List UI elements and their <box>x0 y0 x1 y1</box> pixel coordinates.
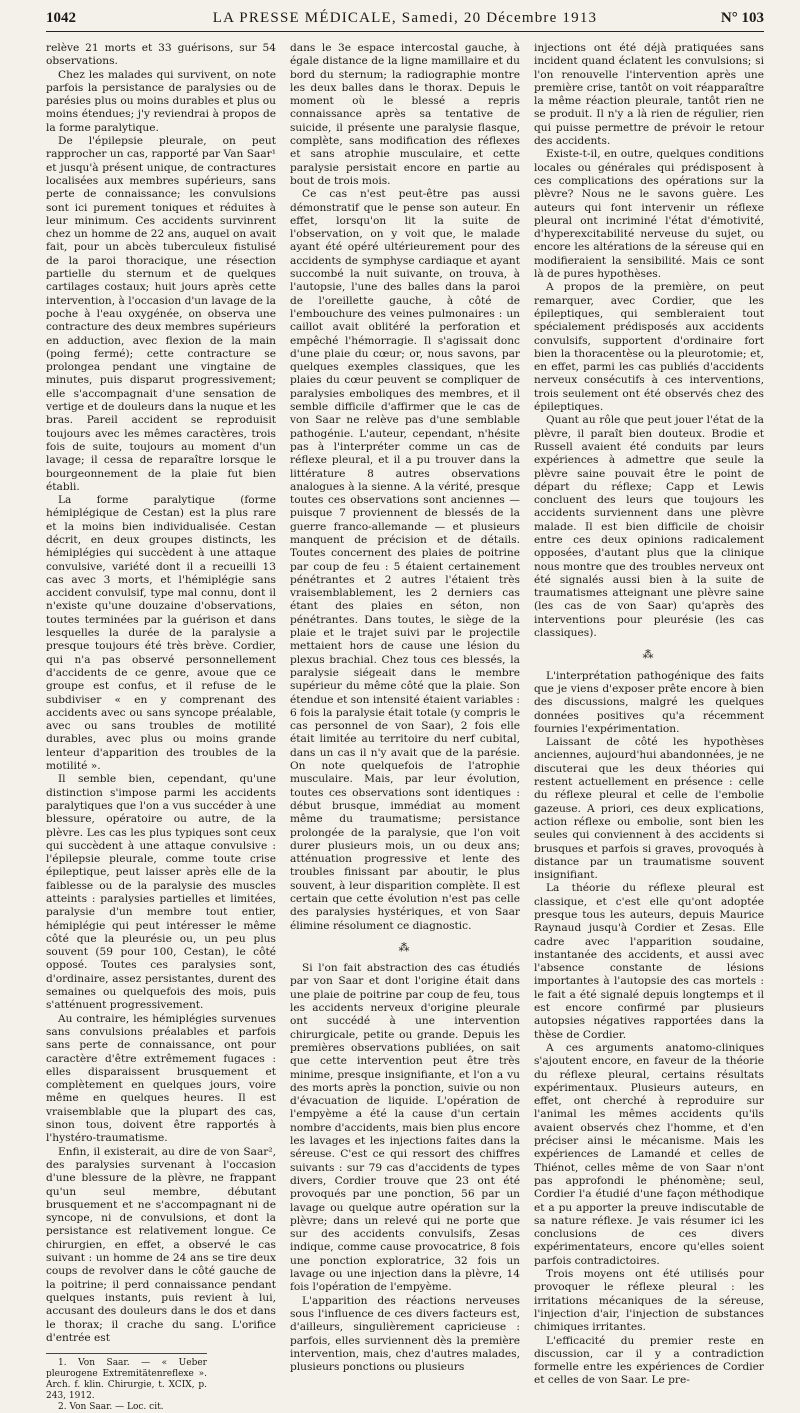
article-columns <box>46 42 764 1413</box>
paragraph: L'apparition des réactions nerveuses sous l'influence de ces divers facteurs est, d'ailleurs, singulièrement capricieuse : parfois, elles surviennent dès la première intervention, mais, chez d'autres malades, plusieurs ponctions ou plusieurs <box>290 1294 520 1374</box>
paragraph: L'efficacité du premier reste en discussion, car il y a contradiction formelle entre les expériences de Cordier et celles de von Saar. Le pre- <box>534 1334 764 1387</box>
section-separator: ⁂ <box>398 940 412 954</box>
paragraph: Laissant de côté les hypothèses anciennes, aujourd'hui abandonnées, je ne discuterai que les deux théories qui restent actuellement en présence : celle du réflexe pleural et celle de l'embolie gazeuse. A priori, ces deux explications, action réflexe ou embolie, sont bien les seules qui conviennent à des accidents si brusques et parfois si graves, provoqués à distance par un traumatisme souvent insignifiant. <box>534 736 764 882</box>
paragraph: La forme paralytique (forme hémiplégique de Cestan) est la plus rare et la moins bien individualisée. Cestan décrit, en deux groupes distincts, les hémiplégies qui succèdent à une attaque convulsive, variété dont il a recueilli 13 cas avec 3 morts, et l'hémiplégie sans accident convulsif, type mal connu, dont il n'existe qu'une douzaine d'observations, toutes terminées par la guérison et dans lesquelles la durée de la paralysie a presque toujours été très brève. Cordier, qui n'a pas observé personnellement d'accidents de ce genre, avoue que ce groupe est confus, et il refuse de le subdiviser « en y comprenant des accidents avec ou sans syncope préalable, avec ou sans troubles de motilité durables, avec plus ou moins grande lenteur d'apparition des troubles de la motilité ». <box>46 494 276 773</box>
paragraph: injections ont été déjà pratiquées sans incident quand éclatent les convulsions; si l'on renouvelle l'intervention après une première crise, tantôt on voit réapparaître la même réaction pleurale, tantôt rien ne se produit. Il n'y a là rien de régulier, rien qui puisse permettre de prévoir le retour des accidents. <box>534 42 764 148</box>
paragraph: dans le 3e espace intercostal gauche, à égale distance de la ligne mamillaire et du bord du sternum; la radiographie montre les deux balles dans le thorax. Depuis le moment où le blessé a repris connaissance après sa tentative de suicide, il présente une paralysie flasque, complète, sans modification des réflexes et sans atrophie musculaire, et cette paralysie persistait encore en partie au bout de trois mois. <box>290 42 520 187</box>
paragraph: L'interprétation pathogénique des faits que je viens d'exposer prête encore à bien des discussions, malgré les quelques données positives qu'a récemment fournies l'expérimentation. <box>534 669 764 735</box>
paragraph: Chez les malades qui survivent, on note parfois la persistance de paralysies ou de parésies plus ou moins durables et plus ou moins étendues; j'y reviendrai à propos de la forme paralytique. <box>46 68 276 134</box>
page-number: 1042 <box>46 10 76 26</box>
column-3 <box>534 42 764 1387</box>
paragraph: Enfin, il existerait, au dire de von Saar², des paralysies survenant à l'occasion d'une blessure de la plèvre, ne frappant qu'un seul membre, débutant brusquement et ne s'accompagnant ni de syncope, ni de convulsions, et dont la persistance est relativement longue. Ce chirurgien, en effet, a observé le cas suivant : un homme de 24 ans se tire deux coups de revolver dans le côté gauche de la poitrine; il perd connaissance pendant quelques instants, puis revient à lui, accusant des douleurs dans le dos et dans le thorax; il crache du sang. L'orifice d'entrée est <box>46 1145 276 1344</box>
column-2 <box>290 42 521 1374</box>
paragraph: A ces arguments anatomo-cliniques s'ajoutent encore, en faveur de la théorie du réflexe pleural, certains résultats expérimentaux. Plusieurs auteurs, en effet, ont cherché à reproduire sur l'animal les mêmes accidents qu'ils avaient observés chez l'homme, et d'en préciser ainsi le mécanisme. Mais les expériences de Lamandé et celles de Thiénot, celles même de von Saar n'ont pas approfondi le phénomène; seul, Cordier l'a étudié d'une façon méthodique et a pu apporter la preuve indiscutable de sa nature réflexe. Je vais résumer ici les conclusions de ces divers expérimentateurs, encore qu'elles soient parfois contradictoires. <box>534 1041 764 1267</box>
paragraph: De l'épilepsie pleurale, on peut rapprocher un cas, rapporté par Van Saar¹ et jusqu'à présent unique, de contractures localisées aux membres supérieurs, sans perte de connaissance; les convulsions sont ici purement toniques et réduites à leur minimum. Ces accidents survinrent chez un homme de 22 ans, auquel on avait fait, pour un abcès tuberculeux fistulisé de la paroi thoracique, une résection partielle du sternum et de quelques cartilages costaux; huit jours après cette intervention, à l'occasion d'un lavage de la poche à l'eau oxygénée, on observa une contracture des deux membres supérieurs en adduction, avec flexion de la main (poing fermé); cette contracture se prolongea pendant une vingtaine de minutes, puis disparut progressivement; elle s'accompagnait d'une sensation de vertige et de douleurs dans la nuque et les bras. Pareil accident se reproduisit toujours avec les mêmes caractères, trois fois de suite, toujours au moment d'un lavage; il cessa de reparaître lorsque le bourgeonnement de la plaie fut bien établi. <box>46 135 276 493</box>
paragraph: Au contraire, les hémiplégies survenues sans convulsions préalables et parfois sans perte de connaissance, ont pour caractère d'être extrêmement fugaces : elles disparaissent brusquement et complètement en quelques jours, voire même en quelques heures. Il est vraisemblable que la plupart des cas, sinon tous, doivent être rapportés à l'hystéro-traumatisme. <box>46 1012 276 1145</box>
column-1 <box>46 42 276 1413</box>
page-header <box>46 10 764 32</box>
paragraph: relève 21 morts et 33 guérisons, sur 54 observations. <box>46 42 276 68</box>
paragraph: Existe-t-il, en outre, quelques conditions locales ou générales qui prédisposent à ces complications des opérations sur la plèvre? Nous ne le savons guère. Les auteurs qui font intervenir un réflexe pleural ont incriminé l'état d'émotivité, d'hyperexcitabilité nerveuse du sujet, ou encore les altérations de la séreuse qui en modifieraient la sensibilité. Mais ce sont là de pures hypothèses. <box>534 148 764 281</box>
paragraph: La théorie du réflexe pleural est classique, et c'est elle qu'ont adoptée presque tous les auteurs, depuis Maurice Raynaud jusqu'à Cordier et Zesas. Elle cadre avec l'apparition soudaine, instantanée des accidents, et aussi avec l'absence constante de lésions importantes à l'autopsie des cas mortels : le fait a été signalé depuis longtemps et il est encore confirmé par plusieurs autopsies négatives rapportées dans la thèse de Cordier. <box>534 882 764 1041</box>
paragraph: Trois moyens ont été utilisés pour provoquer le réflexe pleural : les irritations mécaniques de la séreuse, l'injection d'air, l'injection de substances chimiques irritantes. <box>534 1268 764 1334</box>
issue-number: N° 103 <box>720 10 764 26</box>
paragraph: Si l'on fait abstraction des cas étudiés par von Saar et dont l'origine était dans une plaie de poitrine par coup de feu, tous les accidents nerveux d'origine pleurale ont succédé à une intervention chirurgicale, petite ou grande. Depuis les premières observations publiées, on sait que cette intervention peut être très minime, presque insignifiante, et l'on a vu des morts après la ponction, suivie ou non d'évacuation de liquide. L'opération de l'empyème a été la cause d'un certain nombre d'accidents, mais bien plus encore les lavages et les injections faites dans la séreuse. C'est ce qui ressort des chiffres suivants : sur 79 cas d'accidents de types divers, Cordier trouve que 23 ont été provoqués par une ponction, 56 par un lavage ou quelque autre opération sur la plèvre; dans un relevé qui ne porte que sur des accidents convulsifs, Zesas indique, comme cause provocatrice, 8 fois une ponction exploratrice, 32 fois un lavage ou une injection dans la plèvre, 14 fois l'opération de l'empyème. <box>290 962 521 1294</box>
footnotes <box>46 1353 207 1413</box>
footnote: 2. Von Saar. — Loc. cit. <box>58 1402 164 1413</box>
paragraph: A propos de la première, on peut remarquer, avec Cordier, que les épileptiques, qui sembleraient tout spécialement prédisposés aux accidents convulsifs, supportent d'ordinaire fort bien la thoracentèse ou la pleurotomie; et, en effet, parmi les cas publiés d'accidents nerveux consécutifs à ces interventions, trois seulement ont été observés chez des épileptiques. <box>534 281 764 414</box>
footnote: 1. Von Saar. — « Ueber pleurogene Extremitätenreflexe ». Arch. f. klin. Chirurgie, t. XCIX, p. 243, 1912. <box>46 1358 207 1402</box>
paragraph: Ce cas n'est peut-être pas aussi démonstratif que le pense son auteur. En effet, lorsqu'on lit la suite de l'observation, on y voit que, le malade ayant été opéré ultérieurement pour des accidents de symphyse cardiaque et ayant succombé la nuit suivante, on trouva, à l'autopsie, l'une des balles dans la paroi de l'oreillette gauche, à côté de l'embouchure des veines pulmonaires : un caillot avait oblitéré la perforation et empêché l'hémorragie. Il s'agissait donc d'une plaie du cœur; or, nous savons, par quelques exemples classiques, que les plaies du cœur peuvent se compliquer de paralysies emboliques des membres, et il semble difficile d'affirmer que le cas de von Saar ne relève pas d'une semblable pathogénie. L'auteur, cependant, n'hésite pas à l'interpréter comme un cas de réflexe pleural, et il a pu trouver dans la littérature 8 autres observations analogues à la sienne. A la vérité, presque toutes ces observations sont anciennes — puisque 7 proviennent de blessés de la guerre franco-allemande — et plusieurs manquent de précision et de détails. Toutes concernent des plaies de poitrine par coup de feu : 5 étaient certainement pénétrantes et 2 autres l'étaient très vraisemblablement, les 2 derniers cas étant des plaies en séton, non pénétrantes. Dans toutes, le siège de la plaie et le trajet suivi par le projectile mettaient hors de cause une lésion du plexus brachial. Chez tous ces blessés, la paralysie siégeait dans le membre supérieur du même côté que la plaie. Son étendue et son intensité étaient variables : 6 fois la paralysie était totale (y compris le cas personnel de von Saar), 2 fois elle était limitée au territoire du nerf cubital, dans un cas il n'y avait que de la parésie. On note quelquefois de l'atrophie musculaire. Mais, par leur évolution, toutes ces observations sont identiques : début brusque, immédiat au moment même du traumatisme; persistance prolongée de la paralysie, que l'on voit durer plusieurs mois, un ou deux ans; atténuation progressive et lente des troubles finissant par aboutir, le plus souvent, à leur disparition complète. Il est certain que cette évolution n'est pas celle des paralysies hystériques, et von Saar élimine résolument ce diagnostic. <box>290 188 520 932</box>
paragraph: Quant au rôle que peut jouer l'état de la plèvre, il paraît bien douteux. Brodie et Russell avaient été conduits par leurs expériences à admettre que seule la plèvre saine pouvait être le point de départ du réflexe; Capp et Lewis concluent des leurs que toujours les accidents surviennent dans une plèvre malade. Il est bien difficile de choisir entre ces deux opinions radicalement opposées, d'autant plus que la clinique nous montre que des troubles nerveux ont été signalés aussi bien à la suite de traumatismes atteignant une plèvre saine (les cas de von Saar) qu'après des interventions pour pleurésie (les cas classiques). <box>534 414 764 640</box>
section-separator: ⁂ <box>642 648 656 662</box>
journal-title: LA PRESSE MÉDICALE, Samedi, 20 Décembre 1913 <box>212 10 598 26</box>
paragraph: Il semble bien, cependant, qu'une distinction s'impose parmi les accidents paralytiques que l'on a vus succéder à une blessure, opératoire ou autre, de la plèvre. Les cas les plus typiques sont ceux qui succèdent à une attaque convulsive : l'épilepsie pleurale, comme toute crise épileptique, peut laisser après elle de la faiblesse ou de la paralysie des muscles atteints : paralysies partielles et limitées, paralysie d'un membre tout entier, hémiplégie qui peut intéresser le même côté que la pleurésie ou, un peu plus souvent (59 pour 100, Cestan), le côté opposé. Toutes ces paralysies sont, d'ordinaire, assez persistantes, durent des semaines ou quelquefois des mois, puis s'atténuent progressivement. <box>46 773 276 1012</box>
